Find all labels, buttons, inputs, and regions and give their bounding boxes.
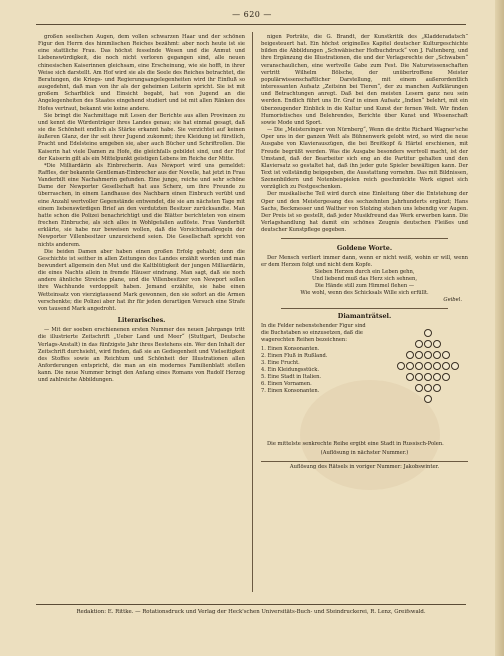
puzzle-cell	[424, 384, 432, 392]
poem-line: Sieben Herzen durch ein Leben gehn,	[314, 268, 415, 275]
puzzle-cell	[415, 384, 423, 392]
puzzle-cell	[433, 362, 441, 370]
poem-title: Goldene Worte.	[336, 244, 393, 253]
literary-heading: Literarisches.	[117, 317, 166, 325]
article-paragraph: Die beiden Damen aber haben einen großen Erfolg gehabt; denn die Geschichte ist seither in allen Zeitungen des Landes erzählt worden und man bewundert allgemein den Mut und die Kaltblütigkeit der jungen Milliardärin, die eines Nachts allein in fremde Häuser eindrang. Man sagt, daß sie noch andere ähnliche Streiche plane, und die Villenbesitzer von Newport sollen ihre Wachhunde verdoppelt haben. Jemand erzählte, sie habe einen Wetteinsatz von vierzigtausend Mark gewonnen, den sie sofort an die Armen verschenkte; die Polizei aber hat ihr für jeden derartigen Versuch eine Strafe von tausend Mark angedroht.	[38, 248, 245, 312]
puzzle-block	[261, 323, 468, 441]
previous-solution: Auflösung des Rätsels in voriger Nummer: Jakobswinter.	[261, 461, 468, 471]
footer-rule	[36, 604, 466, 605]
puzzle-cell	[406, 351, 414, 359]
page-number: — 620 —	[232, 10, 272, 19]
puzzle-cell	[397, 362, 405, 370]
puzzle-text	[261, 323, 373, 395]
literary-paragraph: — Mit der soeben erschienenen ersten Nummer des neuen Jahrgangs tritt die illustrierte Zeitschrift „Ueber Land und Meer“ (Stuttgart, Deutsche Verlags-Anstalt) in das fünfzigste Jahr ihres Bestehens ein. Wer den Inhalt der Zeitschrift durchsieht, wird finden, daß sie an Gediegenheit und Vielseitigkeit des Stoffes sowie an Reichtum und Schönheit der Illustrationen allen Anforderungen entspricht, die man an ein modernes Familienblatt stellen kann. Die neue Nummer bringt den Anfang eines Romans von Rudolf Herzog und zahlreiche Abbildungen.	[38, 327, 245, 384]
puzzle-cell	[433, 340, 441, 348]
puzzle-note: Die mittelste senkrechte Reihe ergibt eine Stadt in Russisch-Polen.	[267, 441, 444, 448]
puzzle-intro: In die Felder nebenstehender Figur sind die Buchstaben so einzusetzen, daß die wagerechten Reihen bezeichnen:	[261, 323, 366, 344]
poem-line: Und liebend muß das Herz sich sehnen,	[311, 275, 418, 282]
article-paragraph: nigen Porträte, die G. Brandt, der Kunstkritik des „Kladderadatsch“ beigesteuert hat. Ein höchst originelles Kapitel deutscher Kulturgeschichte bilden die Abbildungen „Schwäbischer Hofbuchdruck“ von J. Faltenberg, und ihre Ergänzung die Illustrationen, die und der Verlagsrechte der „Schwaben“ veranschaulichen, eine wertvolle Gabe zum Fest. Die Naturwissenschaften vertritt Wilhelm Bölsche, der unübertroffene Meister populärwissenschaftlicher Darstellung, mit einem außerordentlich interessanten Aufsatz „Zeitsinn bei Tieren“, der zu manchen Aufklärungen und Betrachtungen anregt. Daß bei den meisten Lesern ganz neu sein werden. Endlich führt uns Dr. Graf in einen Aufsatz „Indien“ belehrt, mit ein überzeugender Einblick in die Kultur und Kunst der fernen Welt. Wir finden Humoristisches und Belehrendes, Berichte über Kunst und Wissenschaft sowie Mode und Sport.	[261, 34, 468, 126]
article-paragraph: großen seelischen Augen, dem vollen schwarzen Haar und der schönen Figur den Herrn des himmlischen Reiches bezähmt: aber noch heute ist sie eine stattliche Frau. Das höchst fesselnde Wesen und die Anmut und Liebenswürdigkeit, die noch nicht verloren gegangen sind, alle neuen chinesischen Kaiserinnen gleichsam, eine Erscheinung, wie sie hofft, in ihrer Weise sich darstellt. Am Hof wird sie als die Seele des Reiches betrachtet, die Beratungen, die Kriegs- und Regierungsangelegenheiten wird ihr Einfluß so ausgedehnt, daß man von ihr als der geheimen Leiterin spricht. Sie ist mit großem Scharfblick und Einsicht begabt, hat von Jugend an die Angelegenheiten des Staates eingehend studiert und ist mit allen Ränken des Hofes vertraut, bekannt wie keine andere.	[38, 34, 245, 112]
puzzle-title: Diamanträtsel.	[337, 312, 392, 320]
imprint-footer: Redaktion: E. Rittke. — Rotationsdruck und Verlag der Heck'schen Universitäts-Buch- und Steindruckerei, R. Lenz, Greifswald.	[76, 609, 426, 615]
article-paragraph: — Die „Meistersinger von Nürnberg“, Wenn die dritte Richard Wagner'sche Oper uns in der ganzen Welt als Bühnenwerk gelobt wird, so wird die neue Ausgabe von Klavierauszügen, die bei Breitkopf & Härtel erschienen, mit Freude begrüßt werden. Was die Ausgabe besonders wertvoll macht, ist der Umstand, daß der Bearbeiter sich eng an die Partitur gehalten und den Klaviersatz so gestaltet hat, daß ihn jeder gute Spieler bewältigen kann. Der Text ist vollständig beigegeben, die Ausstattung vornehm. Das mit Bildnissen, Szenenbildern und Notenbeispielen reich geschmückte Werk eignet sich vorzüglich zu Festgeschenken.	[261, 127, 468, 191]
article-paragraph: *Die Milliardärin als Einbrecherin. Aus Newport wird uns gemeldet: Raffles, der bekannte Gentleman-Einbrecher aus der Novelle, hat jetzt in Frau Vanderbilt eine Nachahmerin gefunden. Eine junge, reiche und sehr schöne Dame der Newporter Gesellschaft hat aus Scherz, um ihre Freunde zu überraschen, in einem Landhause des Nachbarn einen Einbruch verübt und eine Anzahl wertvoller Gegenstände entwendet, die sie am nächsten Tage mit einem liebenswürdigen Brief an den verdutzten Besitzer zurücksandte. Man hatte schon die Polizei benachrichtigt und die Blätter berichteten von einem frechen Einbruche, als sich alles in Wohlgefallen auflöste. Frau Vanderbilt erklärte, sie habe nur beweisen wollen, daß die Vorsichtsmaßregeln der Newporter Villenbesitzer unzureichend seien. Die Gesellschaft spricht von nichts anderem.	[38, 162, 245, 248]
puzzle-cell	[415, 373, 423, 381]
puzzle-cell	[424, 373, 432, 381]
puzzle-clue: 4. Ein Kleidungsstück.	[261, 367, 320, 374]
puzzle-cell	[442, 373, 450, 381]
puzzle-cell	[415, 351, 423, 359]
puzzle-clue: 1. Einen Konsonanten.	[261, 346, 320, 353]
puzzle-cell	[406, 373, 414, 381]
poem-line: Die Hände still zum Himmel flehen —	[314, 282, 415, 289]
puzzle-cell	[442, 351, 450, 359]
section-separator	[281, 308, 448, 309]
diamond-puzzle-grid	[397, 329, 460, 406]
puzzle-clue: 5. Eine Stadt in Italien.	[261, 374, 322, 381]
puzzle-cell	[424, 351, 432, 359]
puzzle-solution-label: (Auflösung in nächster Nummer.)	[320, 450, 409, 457]
puzzle-cell	[442, 362, 450, 370]
puzzle-clue: 7. Einen Konsonanten.	[261, 388, 320, 395]
puzzle-cell	[424, 395, 432, 403]
poem-line: Wie wohl, wenn des Schicksals Wille sich erfüllt.	[300, 289, 429, 296]
puzzle-cell	[406, 362, 414, 370]
poem-author: Geibel.	[443, 296, 462, 303]
puzzle-clue: 3. Eine Frucht.	[261, 360, 300, 367]
section-separator	[281, 238, 448, 239]
puzzle-cell	[433, 384, 441, 392]
article-paragraph: Sie bringt die Nachmittage mit Lesen der Berichte aus allen Provinzen zu und kennt die Würdenträger ihres Landes genau; sie hat einmal gesagt, daß sie die Schönheit endlich als Stärke erkannt habe. Sie verzichtet auf keinen äußeren Glanz, der ihr seit ihrer Jugend zukommt; ihre Kleidung ist fürstlich, Pracht und Edelsteine umgeben sie, aber auch Bücher und Schriftrollen. Die Kaiserin hat viele Damen zu Hofe, die gleichfalls gebildet sind, und der Hof der Kaiserin gilt als ein Mittelpunkt geistigen Lebens im Reiche der Mitte.	[38, 112, 245, 162]
puzzle-clue: 6. Einen Vornamen.	[261, 381, 312, 388]
puzzle-clue-list	[261, 346, 373, 395]
puzzle-cell	[415, 340, 423, 348]
article-paragraph: Der musikalische Teil wird durch eine Einleitung über die Entstehung der Oper und den Meistergesang des sechzehnten Jahrhunderts ergänzt; Hans Sachs, Beckmesser und Walther von Stolzing stehen uns lebendig vor Augen. Der Preis ist so gestellt, daß jeder Musikfreund das Werk erwerben kann. Die Verlagshandlung hat damit ein schönes Zeugnis deutschen Fleißes und deutscher Kunstpflege gegeben.	[261, 191, 468, 234]
puzzle-clue: 2. Einen Fluß in Rußland.	[261, 353, 328, 360]
right-column	[261, 34, 468, 594]
puzzle-cell	[415, 362, 423, 370]
puzzle-cell	[424, 340, 432, 348]
page-edge-shadow	[495, 0, 504, 656]
poem-intro: Der Mensch verliert immer dann, wenn er nicht weiß, wohin er will, wenn er dem Herzen folgt und nicht dem Kopfe.	[261, 254, 468, 268]
column-divider	[252, 32, 253, 592]
puzzle-cell	[424, 362, 432, 370]
header-rule	[36, 24, 466, 25]
puzzle-cell	[424, 329, 432, 337]
left-column	[38, 34, 245, 594]
puzzle-cell	[433, 351, 441, 359]
puzzle-cell	[433, 373, 441, 381]
puzzle-cell	[451, 362, 459, 370]
